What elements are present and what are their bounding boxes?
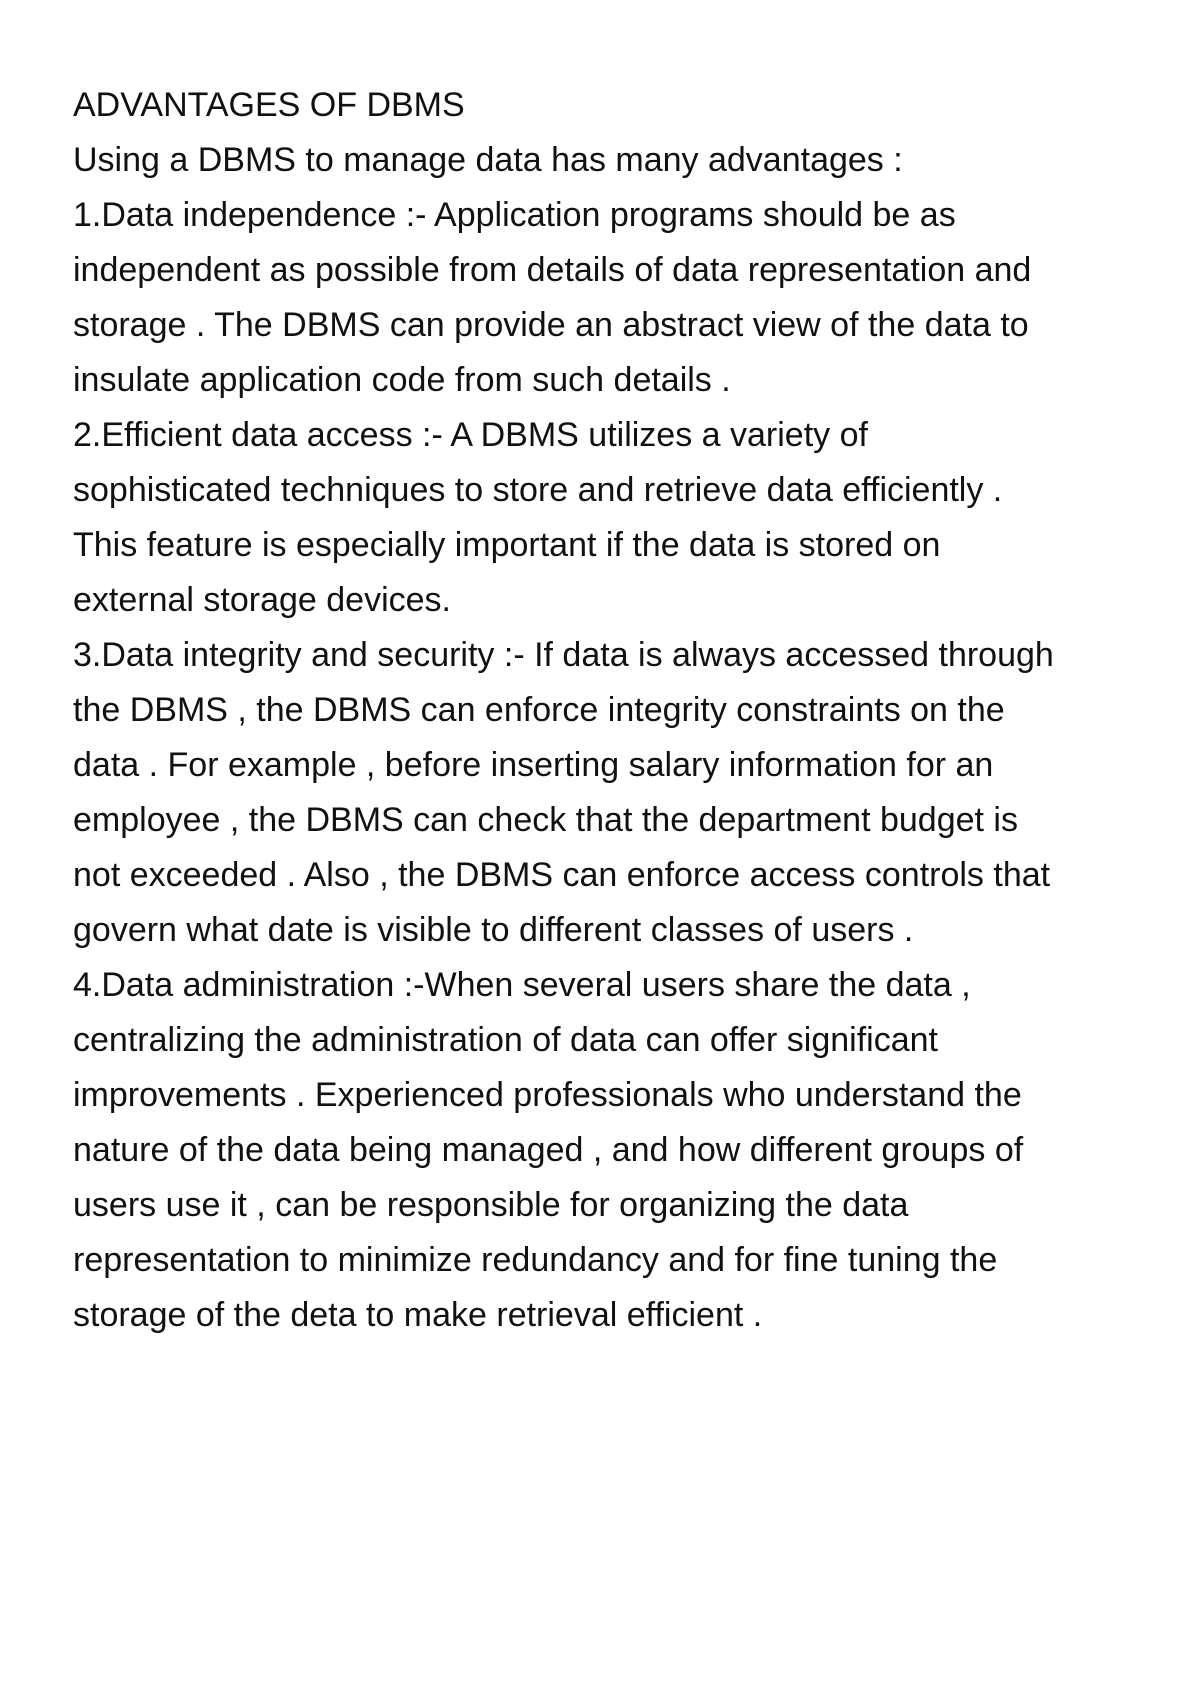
paragraph-line: independent as possible from details of data representation and — [73, 251, 1032, 289]
paragraph-line: This feature is especially important if the data is stored on — [73, 526, 941, 564]
paragraph-line: users use it , can be responsible for organizing the data — [73, 1186, 909, 1224]
document-title: ADVANTAGES OF DBMS — [73, 86, 465, 124]
paragraph-line: 1.Data independence :- Application programs should be as — [73, 196, 956, 234]
paragraph-line: external storage devices. — [73, 581, 451, 619]
paragraph-line: nature of the data being managed , and how different groups of — [73, 1131, 1024, 1169]
section-data-independence — [73, 188, 1153, 408]
paragraph-line: 2.Efficient data access :- A DBMS utilizes a variety of — [73, 416, 868, 454]
section-efficient-data-access — [73, 408, 1153, 628]
paragraph-line: the DBMS , the DBMS can enforce integrity constraints on the — [73, 691, 1005, 729]
paragraph-line: 4.Data administration :-When several users share the data , — [73, 966, 971, 1004]
document-page — [73, 78, 1153, 1343]
paragraph-line: insulate application code from such details . — [73, 361, 731, 399]
paragraph-line: storage . The DBMS can provide an abstract view of the data to — [73, 306, 1029, 344]
paragraph-line: employee , the DBMS can check that the department budget is — [73, 801, 1018, 839]
paragraph-line: centralizing the administration of data can offer significant — [73, 1021, 938, 1059]
paragraph-line: sophisticated techniques to store and retrieve data efficiently . — [73, 471, 1003, 509]
paragraph-line: storage of the deta to make retrieval efficient . — [73, 1296, 763, 1334]
paragraph-line: data . For example , before inserting salary information for an — [73, 746, 994, 784]
paragraph-line: representation to minimize redundancy and for fine tuning the — [73, 1241, 998, 1279]
paragraph-line: 3.Data integrity and security :- If data is always accessed through — [73, 636, 1054, 674]
section-data-integrity-security — [73, 628, 1153, 958]
paragraph-line: improvements . Experienced professionals who understand the — [73, 1076, 1022, 1114]
intro-paragraph: Using a DBMS to manage data has many advantages : — [73, 141, 903, 179]
paragraph-line: govern what date is visible to different classes of users . — [73, 911, 914, 949]
section-data-administration — [73, 958, 1153, 1343]
paragraph-line: not exceeded . Also , the DBMS can enforce access controls that — [73, 856, 1051, 894]
